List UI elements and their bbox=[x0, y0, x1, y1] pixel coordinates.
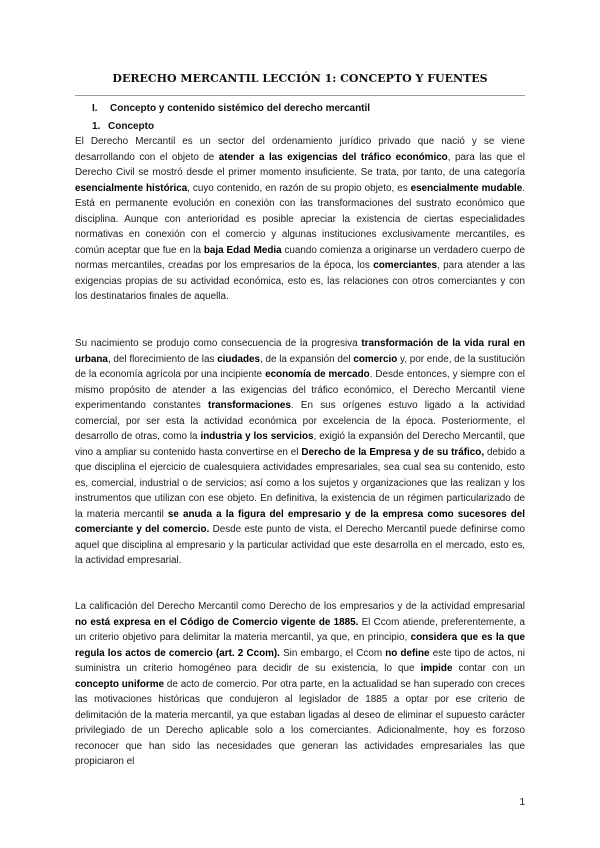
bold-text: transformaciones bbox=[208, 400, 291, 411]
text-run: La calificación del Derecho Mercantil como Derecho de los empresarios y de la actividad empresarial bbox=[75, 601, 525, 612]
text-run: Sin embargo, el Ccom bbox=[279, 647, 386, 659]
text-run: contar con un bbox=[452, 663, 525, 674]
text-run: . Está en permanente evolución en conexión con las transformaciones del sustrato económico que disciplina. Aunque con anterioridad es posible apreciar la existencia de ciertas especialidades normativas en conexión con el comercio y algunas instituciones exclusivamente mercantiles, es común aceptar que fue en la bbox=[75, 182, 525, 256]
page-number: 1 bbox=[519, 797, 525, 808]
bold-text: Derecho de la Empresa y de su tráfico, bbox=[301, 446, 485, 458]
bold-text: atender a las exigencias del tráfico económico bbox=[218, 151, 448, 163]
bold-text: esencialmente histórica bbox=[75, 182, 188, 194]
paragraph-1 bbox=[75, 134, 525, 305]
bold-text: considera que es la que regula los actos de comercio (art. 2 Ccom). bbox=[75, 632, 525, 659]
bold-text: impide bbox=[420, 663, 453, 674]
text-run: . En sus orígenes estuvo ligado a la actividad comercial, por ser esta la actividad económica por excelencia de la época. Posteriormente, el desarrollo de otras, como la bbox=[75, 400, 525, 442]
paragraph-3 bbox=[75, 599, 525, 770]
text-run: Su nacimiento se produjo como consecuencia de la progresiva bbox=[75, 338, 362, 349]
subsection-number: 1. bbox=[92, 121, 101, 132]
bold-text: comercio bbox=[353, 353, 398, 365]
subsection-heading-text: Concepto bbox=[108, 121, 155, 132]
title-divider bbox=[75, 95, 525, 96]
text-run: este tipo de actos, ni suministra un criterio homogéneo para decidir de su existencia, lo que bbox=[75, 647, 525, 674]
bold-text: no está expresa en el Código de Comercio vigente de 1885. bbox=[75, 616, 359, 628]
subsection-heading bbox=[92, 121, 154, 132]
text-run: de acto de comercio. Por otra parte, en la actualidad se han superado con creces las motivaciones históricas que condujeron al legislador de 1885 a optar por ese criterio de delimitación de la materia mercantil, ya que estaban ligadas al deseo de eliminar el supuesto carácter privilegiado de un Derecho aplicable solo a los comerciantes. Adicionalmente, hoy es forzoso reconocer que han sido las necesidades que generan las actividades empresariales las que propiciaron el bbox=[75, 678, 525, 767]
text-run: , para atender a las exigencias propias de su actividad económica, esto es, las relaciones con otros comerciantes y con los destinatarios finales de aquella. bbox=[75, 260, 525, 302]
text-run: El Derecho Mercantil es un sector del ordenamiento jurídico privado que nació y se viene desarrollando con el objeto de bbox=[75, 136, 525, 163]
text-run: , cuyo contenido, en razón de su propio objeto, es bbox=[187, 182, 411, 194]
text-run: , de la expansión del bbox=[260, 353, 354, 365]
text-run: , del florecimiento de las bbox=[107, 353, 218, 365]
text-run: , para las que el Derecho Civil se mostró desde el primer momento insuficiente. Se trata, por tanto, de una categoría bbox=[75, 151, 525, 178]
text-run: debido a que disciplina el ejercicio de cualesquiera actividades empresariales, sea cual sea su contenido, esto es, comercial, industrial o de servicios; así como a los sujetos y organizaciones que las realizan y los instrumentos que utilizan con ese objeto. En definitiva, la existencia de un régimen particularizado de la materia mercantil bbox=[75, 446, 525, 520]
bold-text: comerciantes bbox=[373, 260, 437, 271]
section-number: I. bbox=[92, 103, 98, 114]
bold-text: ciudades bbox=[217, 353, 260, 365]
text-run: y, por ende, de la sustitución de la economía agrícola por una incipiente bbox=[75, 353, 525, 380]
bold-text: industria y los servicios bbox=[200, 431, 314, 442]
text-run: , exigió la expansión del Derecho Mercantil, que vino a ampliar su contenido hasta convertirse en el bbox=[75, 431, 525, 458]
paragraph-2 bbox=[75, 336, 525, 569]
bold-text: esencialmente mudable bbox=[410, 182, 523, 194]
section-heading bbox=[92, 103, 370, 114]
document-title: DERECHO MERCANTIL LECCIÓN 1: CONCEPTO Y FUENTES bbox=[112, 72, 488, 85]
bold-text: transformación de la vida rural en urbana bbox=[75, 338, 525, 365]
bold-text: no define bbox=[385, 647, 430, 659]
bold-text: se anuda a la figura del empresario y de la empresa como sucesores del comerciante y del comercio. bbox=[75, 508, 525, 535]
text-run: cuando comienza a originarse un verdadero cuerpo de normas mercantiles, creadas por los empresarios de la época, los bbox=[75, 244, 525, 271]
bold-text: baja Edad Media bbox=[203, 244, 282, 256]
bold-text: economía de mercado bbox=[265, 369, 370, 380]
text-run: El Ccom atiende, preferentemente, a un criterio objetivo para delimitar la materia mercantil, ya que, en principio, bbox=[75, 616, 525, 643]
text-run: Desde este punto de vista, el Derecho Mercantil puede definirse como aquel que disciplina al empresario y la particular actividad que este desarrolla en el mercado, esto es, la actividad empresarial. bbox=[75, 524, 525, 566]
bold-text: concepto uniforme bbox=[75, 678, 165, 690]
section-heading-text: Concepto y contenido sistémico del derecho mercantil bbox=[110, 103, 371, 114]
text-run: . Desde entonces, y siempre con el mismo propósito de atender a las exigencias del tráfico económico, el Derecho Mercantil viene experimentando constantes bbox=[75, 369, 525, 411]
